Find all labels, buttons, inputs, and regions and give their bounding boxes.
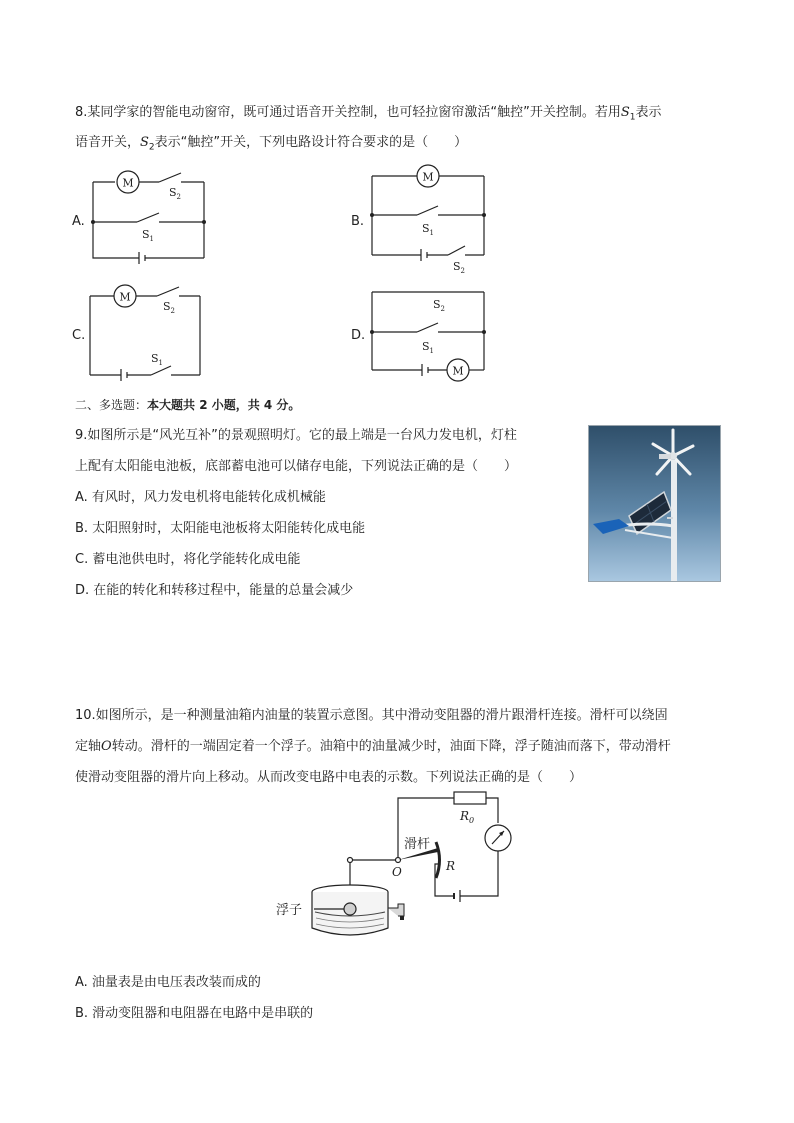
axis-o-symbol: O (101, 739, 112, 754)
q9-option-b[interactable]: B. 太阳照射时，太阳能电池板将太阳能转化成电能 (75, 521, 366, 536)
s2-label-a: $S_2$ (169, 186, 182, 201)
s2-symbol: S (140, 135, 149, 150)
section-header-multi-choice (75, 396, 300, 414)
float-ball-icon (344, 903, 356, 915)
resistor-r0 (454, 792, 486, 804)
s1-label-a: $S_1$ (142, 228, 155, 243)
oil-tank-icon (312, 885, 404, 935)
float-label: 浮子 (276, 903, 303, 918)
s2-label-c: $S_2$ (163, 300, 176, 315)
s2-subscript: 2 (148, 142, 155, 153)
q8-option-a-label[interactable]: A. (72, 214, 85, 229)
s1-label-d: $S_1$ (422, 340, 435, 355)
oil-gauge-diagram (270, 788, 530, 948)
s2-label-d: $S_2$ (433, 298, 446, 313)
q8-line2-end: 表示“触控”开关，下列电路设计符合要求的是（ ） (154, 135, 468, 150)
q10-line2-start: 定轴 (75, 739, 102, 754)
motor-label-a: M (122, 176, 134, 190)
s2-label-b: $S_2$ (453, 260, 466, 275)
s1-symbol: S (620, 105, 630, 120)
q8-line1: 8.某同学家的智能电动窗帘，既可通过语音开关控制，也可轻拉窗帘激活“触控”开关控制。若用 (75, 105, 621, 120)
s1-label-c: $S_1$ (151, 352, 164, 367)
q10-line1: 10.如图所示，是一种测量油箱内油量的装置示意图。其中滑动变阻器的滑片跟滑杆连接。滑杆可以绕固 (75, 708, 668, 723)
q9-option-c[interactable]: C. 蓄电池供电时，将化学能转化成电能 (75, 552, 301, 567)
q8-option-d-label[interactable]: D. (351, 328, 366, 343)
q8-text-line2 (75, 134, 467, 157)
s1-label-b: $S_1$ (422, 222, 435, 237)
rheostat-label: R (446, 859, 456, 873)
section-prefix: 二、多选题： (75, 398, 148, 412)
q9-option-d[interactable]: D. 在能的转化和转移过程中，能量的总量会减少 (75, 583, 354, 598)
circuit-c (85, 282, 215, 382)
q10-line3: 使滑动变阻器的滑片向上移动。从而改变电路中电表的示数。下列说法正确的是（ ） (75, 770, 583, 785)
circuit-a (85, 168, 215, 273)
pivot-o-label: O (392, 865, 402, 879)
motor-label-d: M (452, 364, 464, 378)
q8-option-c-label[interactable]: C. (72, 328, 86, 343)
q10-text-line2 (75, 738, 671, 756)
rod-label: 滑杆 (404, 837, 431, 852)
rheostat-r (436, 842, 440, 878)
wind-solar-lamp-photo (588, 425, 721, 582)
q9-line2: 上配有太阳能电池板，底部蓄电池可以储存电能，下列说法正确的是（ ） (75, 459, 518, 474)
circuit-b (365, 162, 495, 277)
s1-subscript: 1 (629, 112, 636, 123)
circuit-d (365, 282, 495, 382)
motor-label-c: M (119, 290, 131, 304)
q8-text-line1 (75, 104, 662, 127)
q10-option-a[interactable]: A. 油量表是由电压表改装而成的 (75, 975, 261, 990)
q9-line1: 9.如图所示是“风光互补”的景观照明灯。它的最上端是一台风力发电机，灯柱 (75, 428, 517, 443)
r0-label: $R_0$ (460, 809, 475, 825)
q8-line2-start: 语音开关， (75, 135, 141, 150)
q10-line2-end: 转动。滑杆的一端固定着一个浮子。油箱中的油量减少时，油面下降，浮子随油而落下，带动滑杆 (111, 739, 671, 754)
q8-option-b-label[interactable]: B. (351, 214, 365, 229)
section-bold: 本大题共 2 小题，共 4 分。 (147, 398, 301, 412)
q10-option-b[interactable]: B. 滑动变阻器和电阻器在电路中是串联的 (75, 1006, 314, 1021)
motor-label-b: M (422, 170, 434, 184)
q8-line1-end: 表示 (635, 105, 662, 120)
q9-option-a[interactable]: A. 有风时，风力发电机将电能转化成机械能 (75, 490, 326, 505)
